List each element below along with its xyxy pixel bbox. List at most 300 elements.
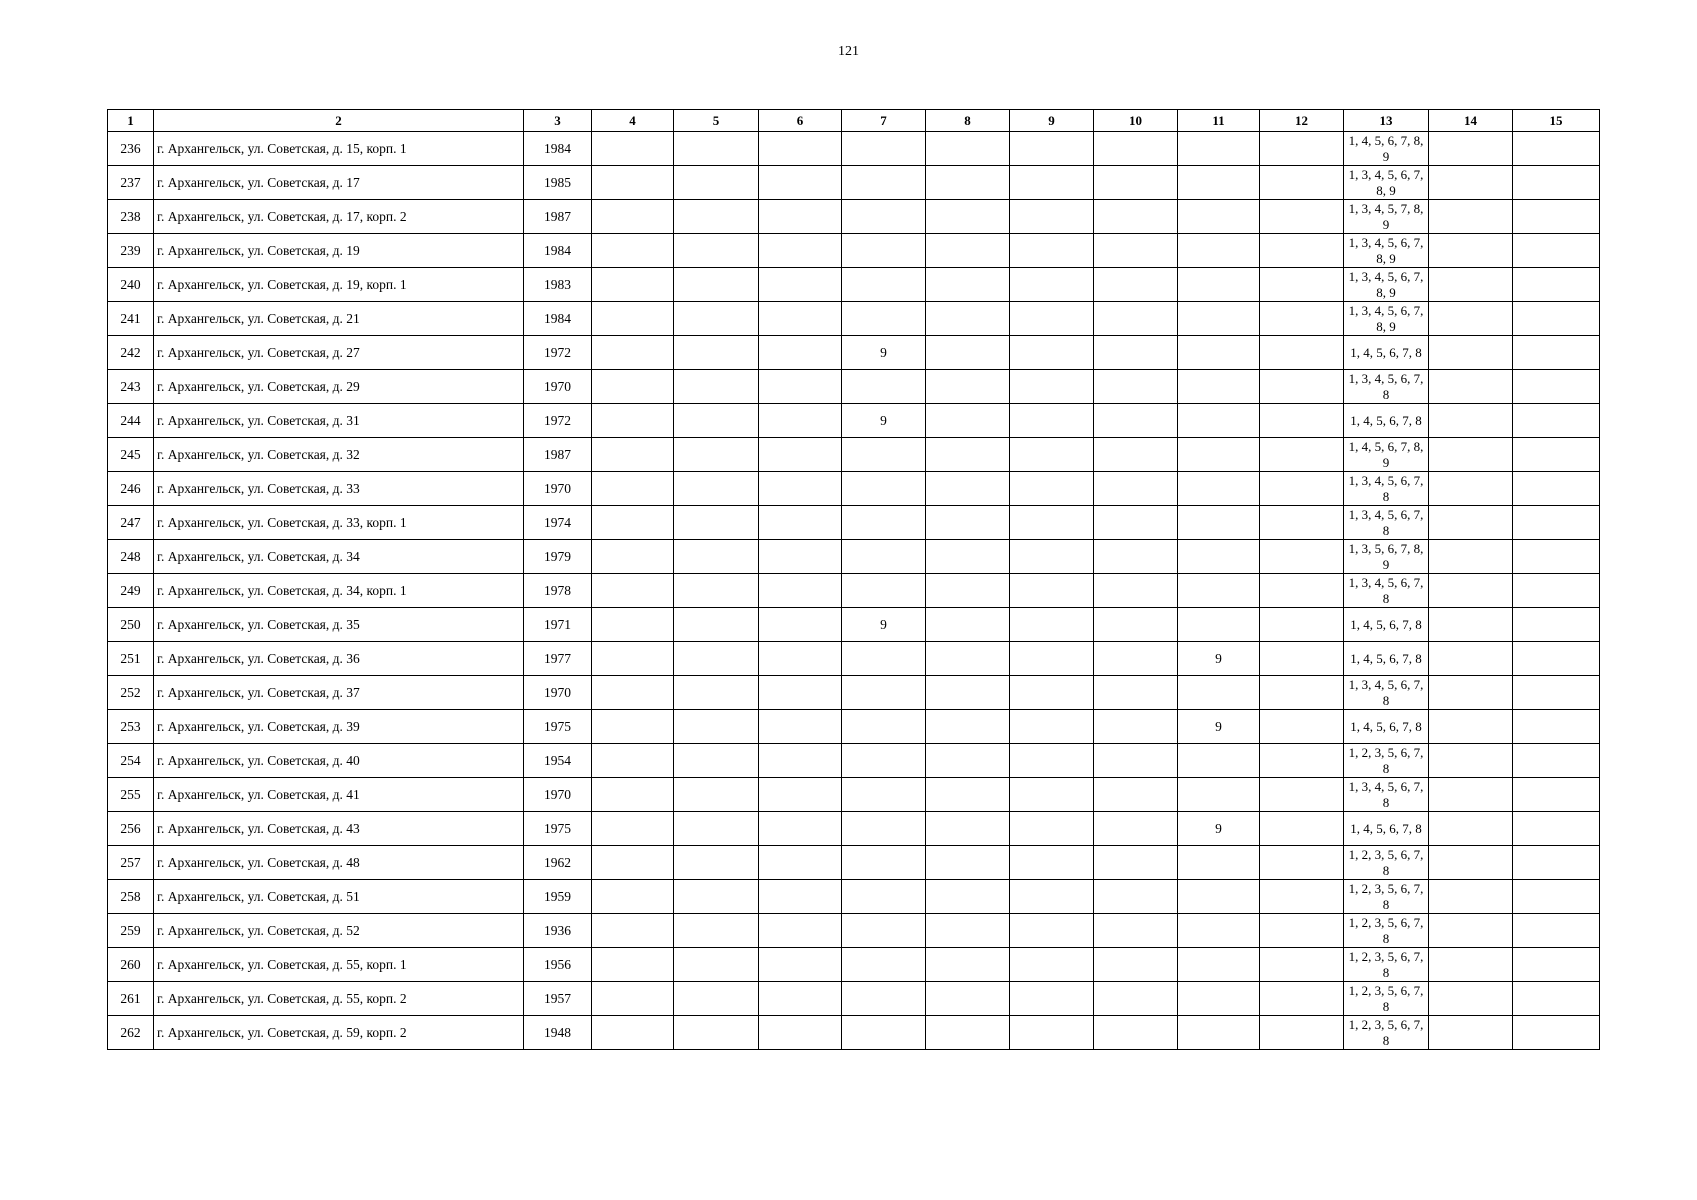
column-13-cell: 1, 3, 4, 5, 6, 7, 8	[1344, 370, 1429, 404]
table-cell	[1010, 540, 1094, 574]
row-number-cell: 247	[108, 506, 154, 540]
row-number-cell: 250	[108, 608, 154, 642]
year-cell: 1975	[524, 812, 592, 846]
table-cell	[759, 268, 842, 302]
row-number-cell: 255	[108, 778, 154, 812]
table-cell	[926, 914, 1010, 948]
table-cell	[759, 642, 842, 676]
address-cell: г. Архангельск, ул. Советская, д. 55, корп. 1	[154, 948, 524, 982]
address-cell: г. Архангельск, ул. Советская, д. 21	[154, 302, 524, 336]
table-cell	[1094, 982, 1178, 1016]
table-cell	[1010, 438, 1094, 472]
year-cell: 1987	[524, 200, 592, 234]
column-11-cell	[1178, 880, 1260, 914]
table-cell	[674, 472, 759, 506]
address-cell: г. Архангельск, ул. Советская, д. 34, корп. 1	[154, 574, 524, 608]
table-cell	[926, 336, 1010, 370]
table-cell	[1513, 574, 1600, 608]
table-cell	[674, 234, 759, 268]
table-cell	[1260, 676, 1344, 710]
table-cell	[1094, 846, 1178, 880]
row-number-cell: 243	[108, 370, 154, 404]
table-cell	[674, 846, 759, 880]
column-7-cell: 9	[842, 608, 926, 642]
column-7-cell	[842, 234, 926, 268]
table-cell	[1513, 472, 1600, 506]
address-cell: г. Архангельск, ул. Советская, д. 40	[154, 744, 524, 778]
table-cell	[592, 676, 674, 710]
header-row	[108, 110, 1600, 132]
table-cell	[592, 982, 674, 1016]
table-cell	[674, 166, 759, 200]
table-cell	[759, 132, 842, 166]
column-13-cell: 1, 3, 4, 5, 6, 7, 8	[1344, 574, 1429, 608]
table-cell	[1094, 370, 1178, 404]
table-cell	[1010, 506, 1094, 540]
table-cell	[759, 200, 842, 234]
column-7-cell	[842, 676, 926, 710]
table-cell	[1010, 914, 1094, 948]
address-cell: г. Архангельск, ул. Советская, д. 15, корп. 1	[154, 132, 524, 166]
table-cell	[1429, 166, 1513, 200]
table-cell	[1513, 710, 1600, 744]
table-cell	[1260, 948, 1344, 982]
row-number-cell: 236	[108, 132, 154, 166]
table-cell	[1513, 404, 1600, 438]
table-cell	[674, 540, 759, 574]
column-7-cell	[842, 438, 926, 472]
table-cell	[592, 914, 674, 948]
year-cell: 1948	[524, 1016, 592, 1050]
row-number-cell: 260	[108, 948, 154, 982]
table-cell	[1513, 234, 1600, 268]
column-header: 10	[1094, 110, 1178, 132]
table-cell	[1260, 778, 1344, 812]
address-cell: г. Архангельск, ул. Советская, д. 59, корп. 2	[154, 1016, 524, 1050]
year-cell: 1979	[524, 540, 592, 574]
address-cell: г. Архангельск, ул. Советская, д. 19	[154, 234, 524, 268]
address-cell: г. Архангельск, ул. Советская, д. 52	[154, 914, 524, 948]
table-cell	[592, 948, 674, 982]
table-cell	[759, 676, 842, 710]
table-cell	[1094, 540, 1178, 574]
table-cell	[1010, 744, 1094, 778]
column-7-cell	[842, 166, 926, 200]
column-7-cell: 9	[842, 404, 926, 438]
table-cell	[1429, 948, 1513, 982]
table-cell	[759, 336, 842, 370]
table-cell	[1513, 982, 1600, 1016]
table-cell	[1513, 370, 1600, 404]
table-cell	[1513, 302, 1600, 336]
table-body	[108, 132, 1600, 1050]
table-cell	[926, 982, 1010, 1016]
table-cell	[1260, 642, 1344, 676]
table-cell	[926, 302, 1010, 336]
column-7-cell	[842, 880, 926, 914]
table-cell	[592, 336, 674, 370]
column-13-cell: 1, 3, 4, 5, 6, 7, 8	[1344, 778, 1429, 812]
table-cell	[592, 234, 674, 268]
column-11-cell	[1178, 234, 1260, 268]
row-number-cell: 237	[108, 166, 154, 200]
table-row	[108, 1016, 1600, 1050]
year-cell: 1956	[524, 948, 592, 982]
row-number-cell: 254	[108, 744, 154, 778]
table-cell	[1094, 234, 1178, 268]
table-cell	[1094, 676, 1178, 710]
column-11-cell	[1178, 268, 1260, 302]
table-cell	[1429, 710, 1513, 744]
table-cell	[592, 200, 674, 234]
column-header: 6	[759, 110, 842, 132]
table-cell	[1429, 914, 1513, 948]
table-cell	[926, 676, 1010, 710]
year-cell: 1974	[524, 506, 592, 540]
table-row	[108, 404, 1600, 438]
column-7-cell	[842, 506, 926, 540]
table-cell	[592, 812, 674, 846]
table-cell	[1513, 336, 1600, 370]
column-7-cell	[842, 812, 926, 846]
table-cell	[926, 846, 1010, 880]
table-cell	[926, 540, 1010, 574]
table-cell	[674, 676, 759, 710]
table-cell	[1094, 336, 1178, 370]
table-cell	[759, 880, 842, 914]
table-cell	[1010, 268, 1094, 302]
table-cell	[759, 438, 842, 472]
table-cell	[926, 438, 1010, 472]
table-cell	[926, 710, 1010, 744]
row-number-cell: 261	[108, 982, 154, 1016]
table-cell	[759, 914, 842, 948]
column-13-cell: 1, 3, 4, 5, 6, 7, 8	[1344, 472, 1429, 506]
table-cell	[1429, 472, 1513, 506]
table-cell	[1429, 982, 1513, 1016]
table-cell	[759, 574, 842, 608]
table-cell	[1260, 336, 1344, 370]
table-cell	[674, 200, 759, 234]
column-13-cell: 1, 4, 5, 6, 7, 8	[1344, 404, 1429, 438]
row-number-cell: 252	[108, 676, 154, 710]
table-cell	[926, 268, 1010, 302]
table-cell	[592, 506, 674, 540]
table-cell	[1513, 914, 1600, 948]
row-number-cell: 251	[108, 642, 154, 676]
table-cell	[674, 744, 759, 778]
table-cell	[1260, 234, 1344, 268]
column-13-cell: 1, 4, 5, 6, 7, 8	[1344, 336, 1429, 370]
table-cell	[926, 608, 1010, 642]
row-number-cell: 262	[108, 1016, 154, 1050]
column-11-cell	[1178, 778, 1260, 812]
table-cell	[1010, 132, 1094, 166]
table-cell	[1010, 846, 1094, 880]
table-cell	[759, 982, 842, 1016]
year-cell: 1984	[524, 132, 592, 166]
table-cell	[674, 642, 759, 676]
year-cell: 1970	[524, 472, 592, 506]
table-cell	[926, 200, 1010, 234]
table-cell	[1260, 1016, 1344, 1050]
column-7-cell	[842, 574, 926, 608]
table-cell	[1260, 846, 1344, 880]
column-header: 3	[524, 110, 592, 132]
row-number-cell: 242	[108, 336, 154, 370]
table-cell	[592, 574, 674, 608]
row-number-cell: 245	[108, 438, 154, 472]
table-cell	[1429, 438, 1513, 472]
column-13-cell: 1, 2, 3, 5, 6, 7, 8	[1344, 982, 1429, 1016]
column-7-cell	[842, 370, 926, 404]
table-cell	[926, 506, 1010, 540]
table-row	[108, 302, 1600, 336]
table-cell	[674, 574, 759, 608]
address-cell: г. Архангельск, ул. Советская, д. 37	[154, 676, 524, 710]
table-cell	[1094, 608, 1178, 642]
table-cell	[674, 710, 759, 744]
table-cell	[1260, 880, 1344, 914]
table-cell	[592, 404, 674, 438]
column-13-cell: 1, 4, 5, 6, 7, 8, 9	[1344, 438, 1429, 472]
column-11-cell	[1178, 336, 1260, 370]
table-cell	[1094, 302, 1178, 336]
table-cell	[1010, 574, 1094, 608]
table-cell	[1429, 132, 1513, 166]
column-13-cell: 1, 3, 4, 5, 6, 7, 8, 9	[1344, 234, 1429, 268]
column-11-cell	[1178, 1016, 1260, 1050]
table-cell	[1429, 234, 1513, 268]
column-13-cell: 1, 3, 4, 5, 6, 7, 8, 9	[1344, 268, 1429, 302]
table-cell	[592, 778, 674, 812]
table-cell	[1094, 472, 1178, 506]
table-cell	[674, 982, 759, 1016]
table-cell	[1429, 744, 1513, 778]
column-11-cell	[1178, 404, 1260, 438]
table-cell	[1094, 642, 1178, 676]
table-cell	[1429, 200, 1513, 234]
column-7-cell	[842, 268, 926, 302]
year-cell: 1977	[524, 642, 592, 676]
row-number-cell: 239	[108, 234, 154, 268]
table-cell	[759, 812, 842, 846]
year-cell: 1975	[524, 710, 592, 744]
year-cell: 1972	[524, 404, 592, 438]
table-cell	[926, 404, 1010, 438]
table-row	[108, 200, 1600, 234]
year-cell: 1978	[524, 574, 592, 608]
address-cell: г. Архангельск, ул. Советская, д. 34	[154, 540, 524, 574]
table-row	[108, 336, 1600, 370]
address-cell: г. Архангельск, ул. Советская, д. 41	[154, 778, 524, 812]
year-cell: 1984	[524, 234, 592, 268]
table-cell	[592, 438, 674, 472]
table-row	[108, 166, 1600, 200]
table-cell	[592, 642, 674, 676]
table-cell	[1429, 880, 1513, 914]
table-cell	[926, 812, 1010, 846]
column-13-cell: 1, 4, 5, 6, 7, 8	[1344, 642, 1429, 676]
table-cell	[1010, 200, 1094, 234]
table-cell	[592, 472, 674, 506]
table-row	[108, 370, 1600, 404]
column-13-cell: 1, 4, 5, 6, 7, 8	[1344, 710, 1429, 744]
row-number-cell: 256	[108, 812, 154, 846]
table-cell	[759, 744, 842, 778]
address-cell: г. Архангельск, ул. Советская, д. 17	[154, 166, 524, 200]
column-11-cell: 9	[1178, 710, 1260, 744]
column-11-cell	[1178, 166, 1260, 200]
table-cell	[592, 1016, 674, 1050]
column-7-cell	[842, 710, 926, 744]
table-cell	[592, 608, 674, 642]
column-7-cell: 9	[842, 336, 926, 370]
table-cell	[674, 336, 759, 370]
column-header: 15	[1513, 110, 1600, 132]
table-cell	[1260, 812, 1344, 846]
table-cell	[1010, 982, 1094, 1016]
year-cell: 1971	[524, 608, 592, 642]
page-number: 121	[838, 44, 859, 59]
table-cell	[1513, 268, 1600, 302]
table-cell	[592, 268, 674, 302]
column-7-cell	[842, 744, 926, 778]
table-cell	[759, 166, 842, 200]
year-cell: 1970	[524, 370, 592, 404]
table-cell	[1429, 336, 1513, 370]
column-11-cell	[1178, 914, 1260, 948]
address-cell: г. Архангельск, ул. Советская, д. 17, корп. 2	[154, 200, 524, 234]
column-13-cell: 1, 3, 4, 5, 7, 8, 9	[1344, 200, 1429, 234]
address-cell: г. Архангельск, ул. Советская, д. 43	[154, 812, 524, 846]
table-cell	[926, 642, 1010, 676]
table-cell	[674, 132, 759, 166]
year-cell: 1962	[524, 846, 592, 880]
address-cell: г. Архангельск, ул. Советская, д. 32	[154, 438, 524, 472]
table-cell	[674, 370, 759, 404]
column-13-cell: 1, 3, 4, 5, 6, 7, 8, 9	[1344, 166, 1429, 200]
row-number-cell: 249	[108, 574, 154, 608]
table-cell	[1010, 710, 1094, 744]
address-cell: г. Архангельск, ул. Советская, д. 33, корп. 1	[154, 506, 524, 540]
column-7-cell	[842, 472, 926, 506]
table-row	[108, 506, 1600, 540]
column-header: 12	[1260, 110, 1344, 132]
row-number-cell: 253	[108, 710, 154, 744]
table-cell	[1094, 710, 1178, 744]
table-cell	[1260, 472, 1344, 506]
table-cell	[1260, 914, 1344, 948]
column-header: 9	[1010, 110, 1094, 132]
table-cell	[1429, 608, 1513, 642]
table-cell	[926, 744, 1010, 778]
table-cell	[1429, 268, 1513, 302]
address-cell: г. Архангельск, ул. Советская, д. 19, корп. 1	[154, 268, 524, 302]
table-cell	[1429, 540, 1513, 574]
year-cell: 1954	[524, 744, 592, 778]
table-cell	[1094, 506, 1178, 540]
column-13-cell: 1, 4, 5, 6, 7, 8, 9	[1344, 132, 1429, 166]
column-7-cell	[842, 132, 926, 166]
column-11-cell	[1178, 574, 1260, 608]
table-cell	[759, 404, 842, 438]
year-cell: 1970	[524, 676, 592, 710]
table-cell	[1429, 778, 1513, 812]
address-cell: г. Архангельск, ул. Советская, д. 29	[154, 370, 524, 404]
table-row	[108, 914, 1600, 948]
table-cell	[1010, 948, 1094, 982]
table-row	[108, 812, 1600, 846]
column-11-cell	[1178, 676, 1260, 710]
column-7-cell	[842, 540, 926, 574]
table-row	[108, 778, 1600, 812]
address-cell: г. Архангельск, ул. Советская, д. 27	[154, 336, 524, 370]
address-cell: г. Архангельск, ул. Советская, д. 39	[154, 710, 524, 744]
table-cell	[1260, 268, 1344, 302]
table-cell	[674, 812, 759, 846]
row-number-cell: 244	[108, 404, 154, 438]
table-cell	[1429, 642, 1513, 676]
row-number-cell: 240	[108, 268, 154, 302]
column-13-cell: 1, 2, 3, 5, 6, 7, 8	[1344, 744, 1429, 778]
table-cell	[1094, 268, 1178, 302]
year-cell: 1972	[524, 336, 592, 370]
table-cell	[1513, 1016, 1600, 1050]
table-cell	[759, 710, 842, 744]
column-13-cell: 1, 2, 3, 5, 6, 7, 8	[1344, 1016, 1429, 1050]
table-cell	[1513, 506, 1600, 540]
table-row	[108, 676, 1600, 710]
column-7-cell	[842, 200, 926, 234]
table-cell	[1260, 982, 1344, 1016]
table-cell	[674, 506, 759, 540]
row-number-cell: 258	[108, 880, 154, 914]
address-cell: г. Архангельск, ул. Советская, д. 48	[154, 846, 524, 880]
year-cell: 1970	[524, 778, 592, 812]
table-row	[108, 574, 1600, 608]
table-cell	[1094, 778, 1178, 812]
table-cell	[1513, 200, 1600, 234]
table-cell	[759, 370, 842, 404]
table-cell	[1260, 506, 1344, 540]
table-cell	[1429, 302, 1513, 336]
address-cell: г. Архангельск, ул. Советская, д. 35	[154, 608, 524, 642]
table-row	[108, 608, 1600, 642]
table-cell	[1429, 370, 1513, 404]
table-cell	[674, 948, 759, 982]
table-cell	[926, 132, 1010, 166]
table-cell	[592, 710, 674, 744]
column-11-cell	[1178, 506, 1260, 540]
year-cell: 1984	[524, 302, 592, 336]
table-row	[108, 982, 1600, 1016]
column-11-cell	[1178, 948, 1260, 982]
column-13-cell: 1, 2, 3, 5, 6, 7, 8	[1344, 880, 1429, 914]
table-cell	[592, 880, 674, 914]
table-cell	[1010, 370, 1094, 404]
table-cell	[592, 846, 674, 880]
column-7-cell	[842, 948, 926, 982]
table-cell	[759, 948, 842, 982]
table-cell	[1094, 166, 1178, 200]
table-cell	[674, 268, 759, 302]
table-cell	[1260, 302, 1344, 336]
table-cell	[674, 880, 759, 914]
column-11-cell	[1178, 540, 1260, 574]
table-cell	[1513, 676, 1600, 710]
row-number-cell: 238	[108, 200, 154, 234]
